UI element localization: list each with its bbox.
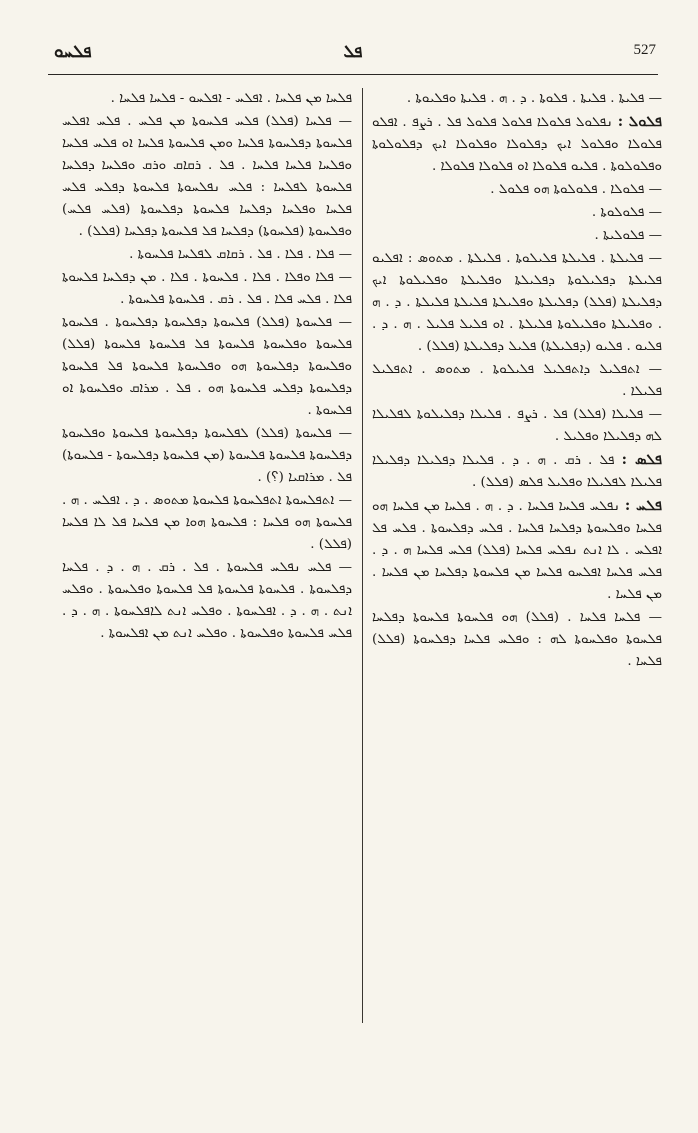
entry-text: ܢܦܠܘܠ ܦܠܘܠܐ ܦܠܘܠ ܦܠܘܠ ܦܠ . ܪܨܦ . ܐܦܠܘ ܦܠܘܠܐ ܘܦܠܘܠ ܐܝܟ ܕܦܠܘܠܐ ܘܦܠܘܠܐ ܐܝܟ ܕܦܠܘܠܘܬܐ ܘܦܠܘܠܘܬܐ . ܦܠܝܘ ܦܠܘܠܐ ܐܘ ܦܠܘܠܐ ܦܠܘܠܐ . [372, 115, 662, 174]
entry-text: — ܦܠܚܐ ܦܠܚܐ . (ܦܠܠ) ܗܘ ܦܠܚܘܬܐ ܦܠܚܘܬܐ ܕܦܠܚܐ ܦܠܚܘܬܐ ܘܦܠܚܘܬܐ ܠܗ : ܘܦܠܚ ܦܠܚܐ ܕܦܠܚܘܬܐ (ܦܠܠ) ܦܠܚܐ . [372, 610, 662, 669]
running-header [48, 38, 658, 75]
dictionary-entry [62, 312, 352, 422]
entry-headword: ܦܠܘܠ : [617, 113, 662, 130]
entry-headword: ܦܠܚ : [624, 497, 662, 514]
running-head-left: ܦܠܚܘ [54, 42, 92, 62]
left-column [62, 88, 352, 1118]
dictionary-entry [372, 248, 662, 358]
entry-text: — ܦܠܐ ܘܦܠܐ . ܦܠܐ . ܦܠܚܘܬܐ . ܦܠܐ . ܡܢ ܕܦܠܚܐ ܦܠܚܘܬܐ ܦܠܐ . ܦܠܚ ܦܠܐ . ܦܠ . ܪܩ . ܦܠܚܘܬܐ ܦܠܚܘܬܐ . [62, 270, 352, 307]
column-divider [362, 88, 363, 1023]
dictionary-entry [372, 495, 662, 606]
dictionary-entry [372, 359, 662, 403]
right-column [372, 88, 662, 1118]
entry-text: ܦܠ . ܪܩ . ܗ . ܕ . ܦܠܝܠܐ ܕܦܠܝܠܐ ܕܦܠܝܠܐ ܦܠܝܠܐ ܠܦܠܝܠܐ ܘܦܠܝܠ ܦܠܣ (ܦܠܠ) . [372, 453, 662, 490]
dictionary-entry [372, 449, 662, 494]
dictionary-entry [62, 267, 352, 311]
entry-text: — ܦܠܐ . ܦܠܐ . ܦܠ . ܪܩܐܩ ܠܦܠܚܐ ܦܠܚܘܬܐ . [129, 247, 352, 262]
page-number: 527 [633, 42, 656, 58]
dictionary-entry [62, 244, 352, 266]
entry-text: — ܦܠܚܘܬܐ (ܦܠܠ) ܠܦܠܚܘܬܐ ܕܦܠܚܘܬܐ ܦܠܚܘܬܐ ܘܦܠܚܘܬܐ ܕܦܠܚܘܬܐ ܦܠܚܘܬܐ ܦܠܚܘܬܐ (ܡܢ ܦܠܚܘܬܐ ܕܦܠܚܘܬܐ - ܦܠܚܘܬܐ) ܦܠ . ܡܪܐܩܝܐ (؟) . [62, 426, 352, 485]
dictionary-entry [62, 557, 352, 645]
entry-text: — ܐܬܦܠܚܘܬܐ ܐܬܦܠܚܘܬܐ ܦܠܚܘܬܐ ܡܬܘܣ . ܕ . ܐܦܠܚ . ܗ . ܦܠܚܘܬܐ ܗܘ ܦܠܚܐ : ܦܠܚܘܬܐ ܗܘܐ ܡܢ ܦܠܚܐ ܦܠ ܠܐ ܦܠܚܐ (ܦܠܠ) . [62, 493, 352, 552]
entry-text: ܢܦܠܚ ܦܠܚܐ ܦܠܚܐ . ܕ . ܗ . ܦܠܚܐ ܡܢ ܦܠܚܐ ܗܘ ܦܠܚܐ ܘܦܠܚܘܬܐ ܕܦܠܚܐ ܦܠܚܐ . ܦܠܚ ܕܦܠܚܘܬܐ . ܦܠܚ ܦܠ ܐܦܠܚ . ܠܐ ܐܢܬ ܢܦܠܚ ܦܠܚܐ (ܦܠܠ) ܦܠܚ ܦܠܚܐ ܗ . ܕ . ܦܠܚ ܦܠܚܐ ܐܦܠܚܘ ܦܠܚܐ ܡܢ ܦܠܚܘܬܐ ܕܦܠܚܐ ܡܢ ܦܠܚܐ . ܡܢ ܦܠܚܐ . [372, 499, 662, 602]
entry-text: — ܦܠܚ ܢܦܠܚ ܦܠܚܘܬܐ . ܦܠ . ܪܩ . ܗ . ܕ . ܦܠܚܐ ܕܦܠܚܘܬܐ . ܦܠܚܘܬܐ ܦܠܚܘܬܐ ܦܠ ܦܠܚܘܬܐ ܘܦܠܚܘܬܐ . ܘܦܠܚ ܐܢܬ . ܗ . ܕ . ܐܦܠܚܘܬܐ . ܘܦܠܚ ܐܢܬ ܠܐܦܠܚܘܬܐ . ܗ . ܕ . ܦܠܚ ܦܠܚܘܬܐ ܘܦܠܚܘܬܐ . ܘܦܠܚ ܐܢܬ ܡܢ ܐܦܠܚܘܬܐ . [62, 560, 352, 641]
dictionary-entry [372, 607, 662, 673]
entry-text: — ܦܠܘܠܝܬܐ . [594, 228, 662, 243]
dictionary-entry [62, 423, 352, 489]
entry-text: — ܦܠܚܐ (ܦܠܠ) ܦܠܚ ܦܠܚܘܬܐ ܡܢ ܦܠܚ . ܦܠܚ ܐܦܠܚ ܦܠܚܘܬܐ ܕܦܠܚܘܬܐ ܦܠܚܐ ܘܡܢ ܦܠܚܘܬܐ ܦܠܚܐ ܐܘ ܦܠܚ ܦܠܚܐ ܘܦܠܚܐ ܦܠܚܐ ܦܠܚܐ . ܦܠ . ܪܩܐܩ ܘܪܩ ܘܦܠܚܐ ܕܦܠܚܐ ܦܠܚܘܬܐ ܠܦܠܚܐ : ܦܠܚ ܢܦܠܚܘܬܐ ܦܠܚܘܬܐ ܕܦܠܚ ܦܠܚ ܦܠܚܐ ܘܦܠܚܐ ܕܦܠܚܐ ܦܠܚܘܬܐ ܕܦܠܚܘܬܐ (ܦܠܚ ܦܠܚ) ܘܦܠܚܘܬܐ (ܦܠܚܘܬܐ) ܕܦܠܚܐ ܦܠ ܦܠܚܘܬܐ ܕܦܠܚܐ (ܦܠܠ) . [62, 114, 352, 239]
dictionary-entry [372, 88, 662, 110]
dictionary-entry [62, 88, 352, 110]
entry-text: — ܐܬܦܠܝܠ ܕܐܬܦܠܝܠ ܦܠܝܠܘܬܐ . ܡܬܘܣ . ܐܬܦܠܝܠ ܦܠܝܠܐ . [372, 362, 662, 399]
entry-text: — ܦܠܝܬܐ . ܦܠܝܬܐ . ܦܠܘܬܐ . ܕ . ܗ . ܦܠܝܬܐ ܘܦܠܝܘܬܐ . [406, 91, 662, 106]
dictionary-entry [372, 179, 662, 201]
entry-text: — ܦܠܝܠܐ (ܦܠܠ) ܦܠ . ܪܨܦ . ܦܠܝܠܐ ܕܦܠܝܠܘܬܐ ܠܦܠܝܠܐ ܠܗ ܕܦܠܝܠܐ ܘܦܠܝܠ . [372, 407, 662, 444]
entry-text: — ܦܠܘܠܐ . ܦܠܘܠܘܬܐ ܗܘ ܦܠܘܠ . [490, 182, 662, 197]
entry-text: — ܦܠܘܠܘܬܐ . [591, 205, 662, 220]
entry-headword: ܦܠܣ : [621, 451, 662, 468]
entry-text: — ܦܠܝܠܬܐ . ܦܠܝܠܬܐ ܦܠܝܠܘܬܐ . ܦܠܝܠܬܐ . ܡܬܘܣ : ܐܦܠܝܘ ܦܠܝܠܬܐ ܕܦܠܝܠܘܬܐ ܕܦܠܝܠܬܐ ܘܦܠܝܠܬܐ ܘܦܠܝܠܘܬܐ ܐܝܟ ܕܦܠܝܠܬܐ (ܦܠܠ) ܕܦܠܝܠܬܐ ܘܦܠܝܠܬܐ ܦܠܝܠܬܐ ܦܠܝܠܬܐ . ܕ . ܗ . ܘܦܠܝܠܬܐ ܘܦܠܝܠܘܬܐ ܦܠܝܠܬܐ . ܐܘ ܦܠܝܠ ܦܠܝܠ . ܗ . ܕ . ܦܠܝܘ . ܦܠܝܘ (ܕܦܠܝܠܬܐ) ܦܠܝܠ ܕܦܠܝܠܬܐ (ܦܠܠ) . [372, 251, 662, 354]
dictionary-entry [372, 225, 662, 247]
dictionary-entry [62, 490, 352, 556]
dictionary-entry [372, 202, 662, 224]
dictionary-entry [372, 404, 662, 448]
entry-text: ܦܠܚܐ ܡܢ ܦܠܚܐ . ܐܦܠܚ - ܐܦܠܚܘ - ܦܠܚܐ ܦܠܚܐ . [110, 91, 352, 106]
entry-text: — ܦܠܚܘܬܐ (ܦܠܠ) ܦܠܚܘܬܐ ܕܦܠܚܘܬܐ ܕܦܠܚܘܬܐ . ܦܠܚܘܬܐ ܦܠܚܘܬܐ ܘܦܠܚܘܬܐ ܦܠܚܘܬܐ ܦܠ ܦܠܚܘܬܐ ܦܠܚܘܬܐ (ܦܠܠ) ܘܦܠܚܘܬܐ ܕܦܠܚܘܬܐ ܗܘ ܘܦܠܚܘܬܐ ܦܠܚܘܬܐ ܦܠ ܦܠܚܘܬܐ ܕܦܠܚܘܬܐ ܕܦܠܚ ܦܠܚܘܬܐ ܗܘ . ܦܠ . ܡܪܐܩ ܘܦܠܚܘܬܐ ܐܘ ܦܠܚܘܬܐ . [62, 315, 352, 418]
dictionary-entry [62, 111, 352, 243]
dictionary-entry [372, 111, 662, 178]
running-head-center: ܦܠ [343, 42, 363, 62]
